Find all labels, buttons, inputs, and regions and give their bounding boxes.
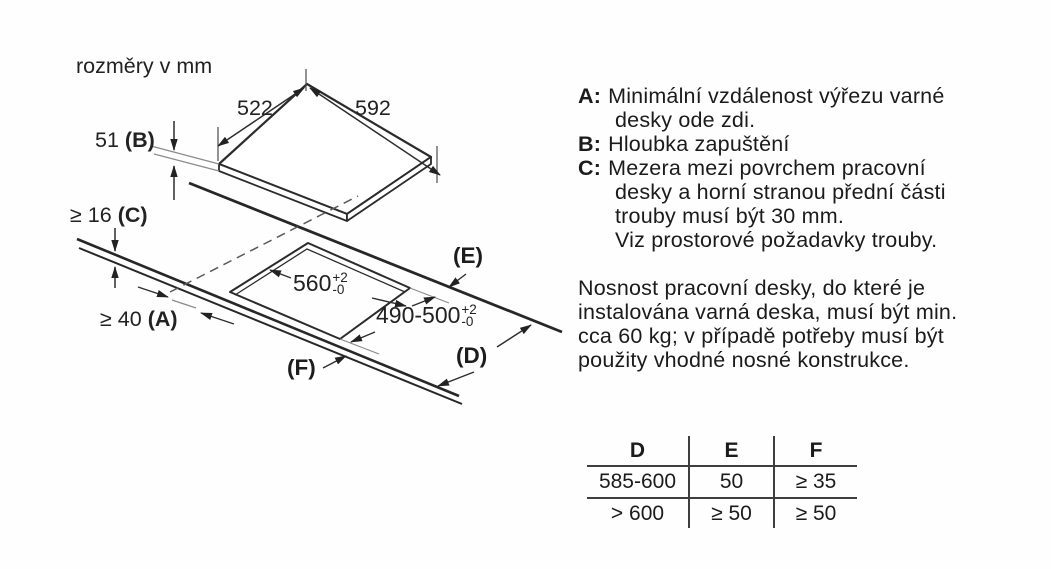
ref-f-label: (F) bbox=[287, 355, 316, 380]
table-cell-e1: 50 bbox=[690, 467, 775, 499]
dimension-table bbox=[587, 436, 857, 528]
legend-item-c-line-2: desky a horní stranou přední části bbox=[615, 180, 946, 204]
legend-item-c-line-1: C: Mezera mezi povrchem pracovní bbox=[578, 156, 926, 180]
note-line-1: Nosnost pracovní desky, do které je bbox=[578, 276, 926, 300]
legend-text-block bbox=[578, 84, 1046, 372]
dim-592-label: 592 bbox=[355, 96, 391, 120]
legend-item-c-line-3: trouby musí být 30 mm. bbox=[615, 204, 845, 228]
dim-51b-value: 51 bbox=[95, 128, 119, 152]
tolerance-minus: -0 bbox=[332, 282, 345, 297]
table-cell-d2: > 600 bbox=[587, 499, 690, 528]
note-line-4: použity vhodné nosné konstrukce. bbox=[578, 348, 910, 372]
legend-item-a-line-1: A: Minimální vzdálenost výřezu varné bbox=[578, 84, 945, 108]
cutout-depth-label bbox=[376, 303, 477, 327]
tolerance-plus: +2 bbox=[332, 270, 348, 285]
note-line-2: instalována varná deska, musí být min. bbox=[578, 300, 958, 324]
ref-d-label: (D) bbox=[456, 343, 488, 368]
dim-51b-ref: (B) bbox=[124, 128, 155, 152]
dim-16c-ref: (C) bbox=[117, 203, 148, 227]
table-cell-e2: ≥ 50 bbox=[690, 499, 775, 528]
table-cell-d1: 585-600 bbox=[587, 467, 690, 499]
dim-40a-label bbox=[100, 308, 178, 331]
table-header-d: D bbox=[587, 436, 690, 467]
legend-label-a: A: bbox=[578, 84, 602, 108]
table-header-f: F bbox=[775, 436, 857, 467]
tolerance-minus: -0 bbox=[461, 314, 474, 329]
dim-16c-label bbox=[70, 204, 148, 227]
legend-label-c: C: bbox=[578, 156, 602, 180]
cutout-width-label bbox=[293, 271, 348, 295]
ref-e-label: (E) bbox=[453, 243, 483, 268]
cutout-width-tolerance bbox=[332, 272, 347, 296]
dim-40a-ref: (A) bbox=[147, 307, 178, 331]
cutout-width-value: 560 bbox=[293, 269, 332, 296]
legend-item-c-line-4: Viz prostorové požadavky trouby. bbox=[615, 228, 938, 252]
tolerance-plus: +2 bbox=[461, 302, 477, 317]
dim-51b-lines bbox=[151, 121, 219, 200]
cutout-depth-tolerance bbox=[461, 304, 476, 328]
table-header-e: E bbox=[690, 436, 775, 467]
table-cell-f2: ≥ 50 bbox=[795, 501, 837, 525]
cutout-depth-value: 490-500 bbox=[376, 301, 461, 328]
legend-item-b-line-1: B: Hloubka zapuštění bbox=[578, 132, 790, 156]
table-cell-f1: ≥ 35 bbox=[775, 467, 857, 499]
load-capacity-note bbox=[578, 276, 1046, 372]
ref-leader-arrows bbox=[323, 270, 531, 386]
legend-item-a-line-2: desky ode zdi. bbox=[615, 108, 756, 132]
dim-40a-value: ≥ 40 bbox=[100, 307, 142, 331]
dim-51b-label bbox=[95, 129, 155, 152]
note-line-3: cca 60 kg; v případě potřeby musí být bbox=[578, 324, 944, 348]
legend-label-b: B: bbox=[578, 132, 602, 156]
dim-16c-value: ≥ 16 bbox=[70, 203, 112, 227]
units-label: rozměry v mm bbox=[76, 54, 213, 78]
dim-522-label: 522 bbox=[237, 96, 273, 120]
